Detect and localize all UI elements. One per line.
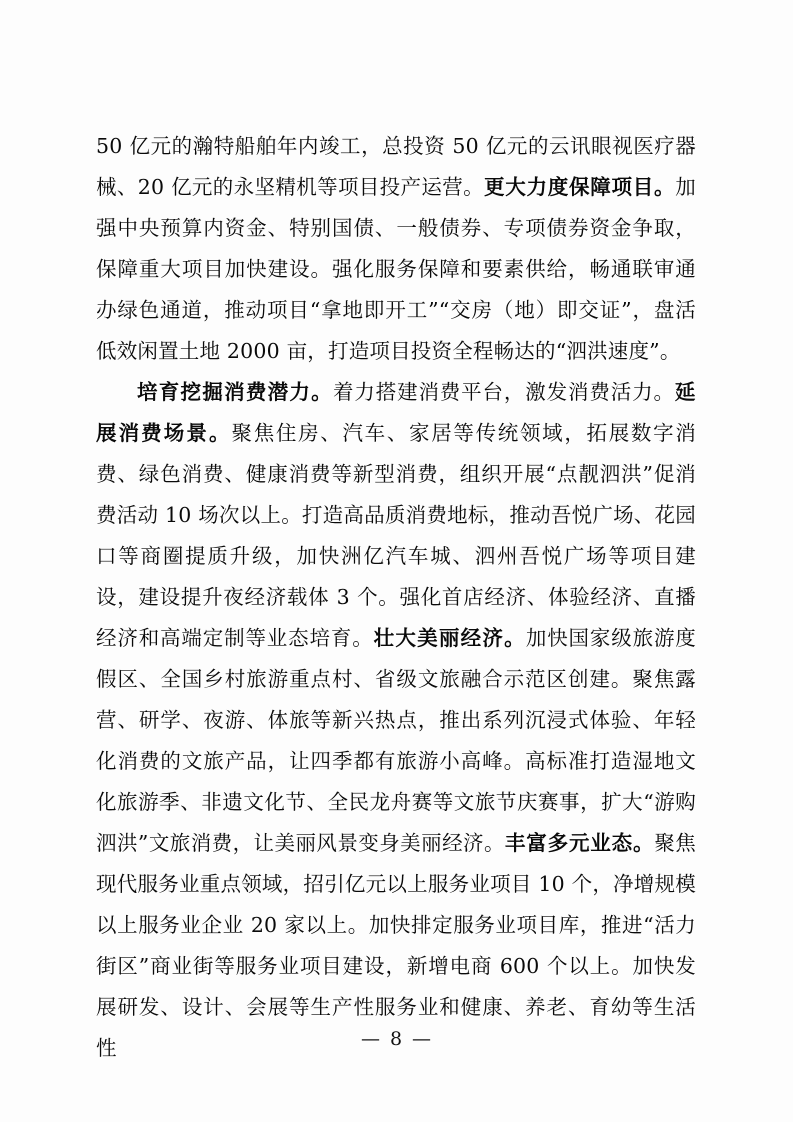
paragraph xyxy=(96,126,696,372)
text-run: 着力搭建消费平台，激发消费活力。 xyxy=(332,380,675,404)
paragraph xyxy=(96,372,696,1069)
footer-dash-right: — xyxy=(412,1028,433,1050)
text-run: 聚焦现代服务业重点领域，招引亿元以上服务业项目 10 个，净增规模以上服务业企业 20 家以上。加快排定服务业项目库，推进“活力街区”商业街等服务业项目建设，新增电商 600 个以上。加快发展研发、设计、会展等生产性服务业和健康、养老、育幼等生活性 xyxy=(96,831,697,1060)
text-run-bold: 更大力度保障项目。 xyxy=(483,175,676,199)
text-run: 加快国家级旅游度假区、全国乡村旅游重点村、省级文旅融合示范区创建。聚焦露营、研学、夜游、体旅等新兴热点，推出系列沉浸式体验、年轻化消费的文旅产品，让四季都有旅游小高峰。高标准打造湿地文化旅游季、非遗文化节、全民龙舟赛等文旅节庆赛事，扩大“游购泗洪”文旅消费，让美丽风景变身美丽经济。 xyxy=(96,626,697,855)
page-body xyxy=(96,126,696,1069)
text-run-bold: 丰富多元业态。 xyxy=(504,831,655,855)
text-run: 聚焦住房、汽车、家居等传统领域，拓展数字消费、绿色消费、健康消费等新型消费，组织开展“点靓泗洪”促消费活动 10 场次以上。打造高品质消费地标，推动吾悦广场、花园口等商圈提质升级，加快洲亿汽车城、泗州吾悦广场等项目建设，建设提升夜经济载体 3 个。强化首店经济、体验经济、直播经济和高端定制等业态培育。 xyxy=(96,421,696,650)
page-number: 8 xyxy=(389,1028,404,1050)
footer-dash-left: — xyxy=(360,1028,381,1050)
text-run-bold: 壮大美丽经济。 xyxy=(373,626,526,650)
text-run-bold: 培育挖掘消费潜力。 xyxy=(137,380,333,404)
text-run-bold: 延展消费场景。 xyxy=(96,380,697,445)
page-footer xyxy=(0,1028,793,1050)
text-run: 50 亿元的瀚特船舶年内竣工，总投资 50 亿元的云讯眼视医疗器械、20 亿元的永坚精机等项目投产运营。 xyxy=(96,134,696,199)
text-run: 加强中央预算内资金、特别国债、一般债券、专项债券资金争取，保障重大项目加快建设。强化服务保障和要素供给，畅通联审通办绿色通道，推动项目“拿地即开工”“交房（地）即交证”，盘活低效闲置土地 2000 亩，打造项目投资全程畅达的“泗洪速度”。 xyxy=(96,175,696,363)
